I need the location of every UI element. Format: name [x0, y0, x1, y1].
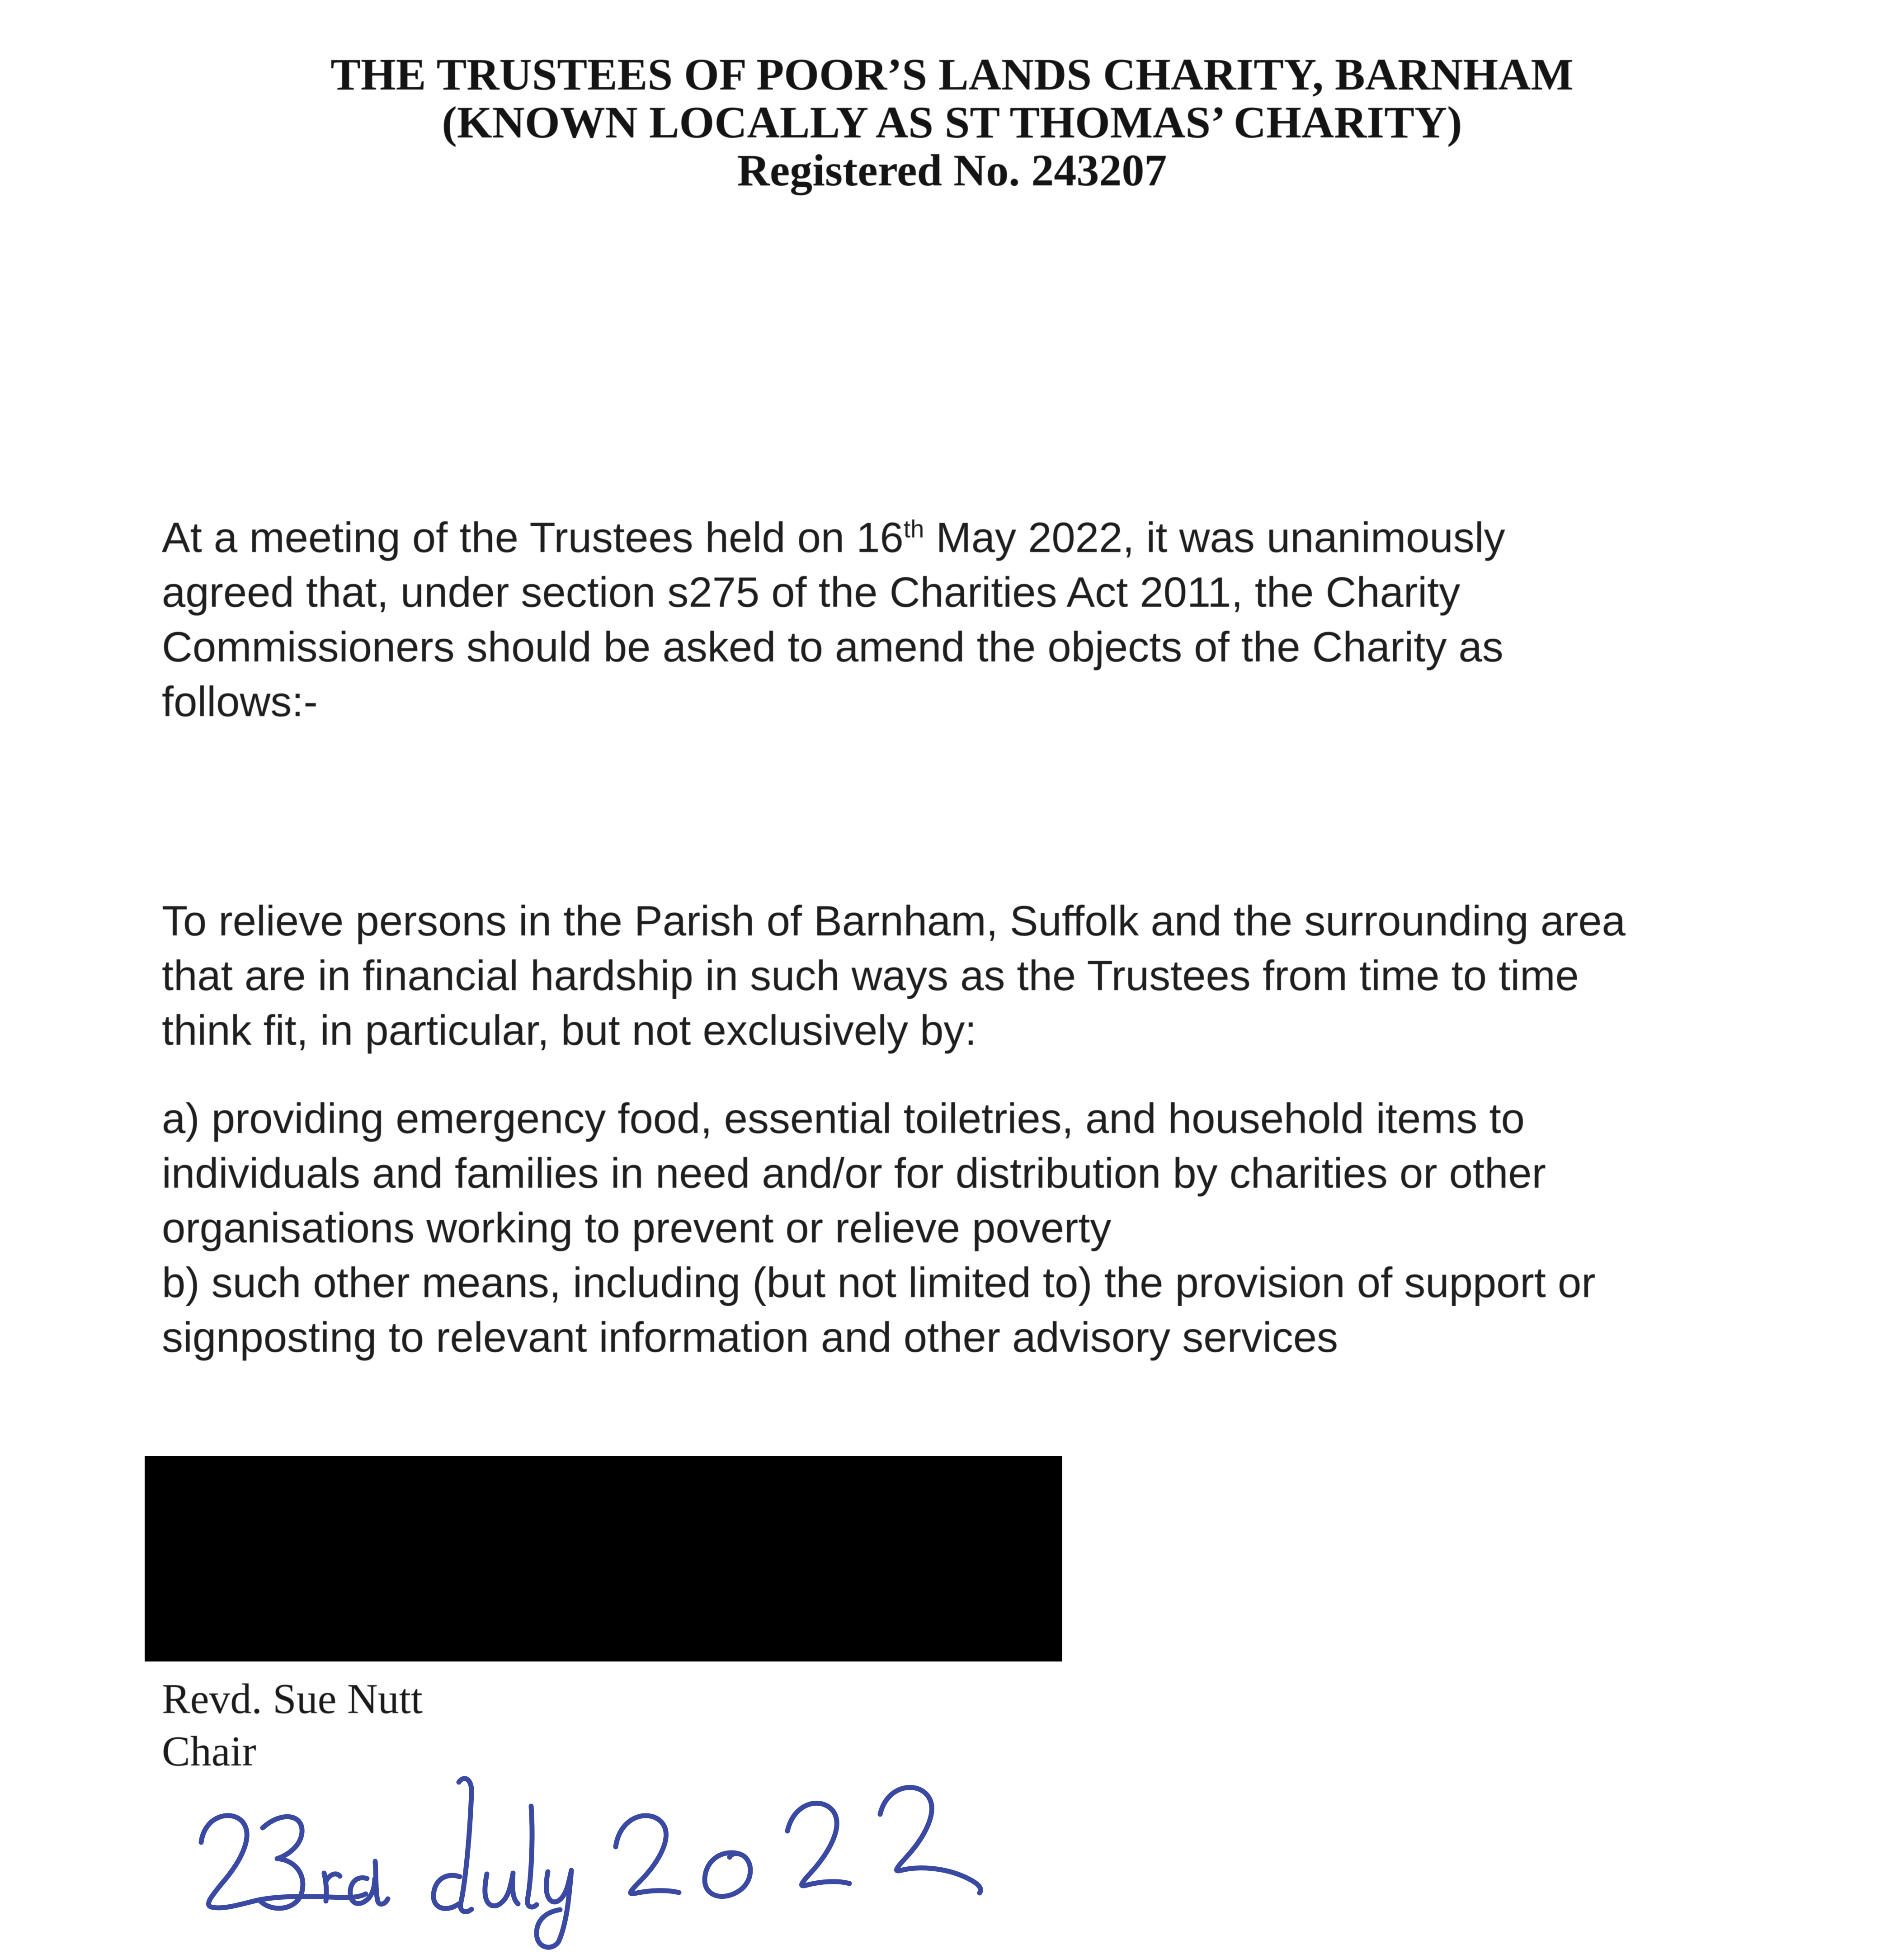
handwritten-date-signature: [174, 1761, 1019, 1954]
text-line: individuals and families in need and/or for distribution by charities or other: [162, 1149, 1546, 1197]
text-line: Commissioners should be asked to amend the objects of the Charity as: [162, 623, 1503, 670]
paragraph-objects: [162, 893, 1798, 1057]
text-line: To relieve persons in the Parish of Barnham, Suffolk and the surrounding area: [162, 897, 1626, 944]
redaction-box: [145, 1456, 1062, 1661]
signatory-name: Revd. Sue Nutt: [162, 1676, 423, 1723]
charity-name: THE TRUSTEES OF POOR’S LANDS CHARITY, BARNHAM: [330, 49, 1574, 99]
text-line: b) such other means, including (but not limited to) the provision of support or: [162, 1259, 1596, 1306]
text-line: follows:-: [162, 678, 318, 725]
signatory-title: Chair: [162, 1728, 256, 1775]
text-line: signposting to relevant information and other advisory services: [162, 1313, 1338, 1361]
text-line: a) providing emergency food, essential toiletries, and household items to: [162, 1095, 1525, 1142]
registration-number: Registered No. 243207: [737, 145, 1167, 195]
charity-alias: (KNOWN LOCALLY AS ST THOMAS’ CHARITY): [442, 97, 1462, 147]
handwriting-ink-strokes: [201, 1779, 980, 1947]
text-line: At a meeting of the Trustees held on 16th May 2022, it was unanimously: [162, 514, 1505, 561]
text-line: think fit, in particular, but not exclusively by:: [162, 1006, 977, 1054]
text-line: that are in financial hardship in such ways as the Trustees from time to time: [162, 952, 1579, 999]
text-line: agreed that, under section s275 of the Charities Act 2011, the Charity: [162, 568, 1461, 616]
paragraph-means: [162, 1091, 1798, 1364]
text-line: organisations working to prevent or relieve poverty: [162, 1204, 1112, 1251]
letterhead: [0, 51, 1904, 194]
paragraph-meeting-resolution: [162, 510, 1798, 729]
